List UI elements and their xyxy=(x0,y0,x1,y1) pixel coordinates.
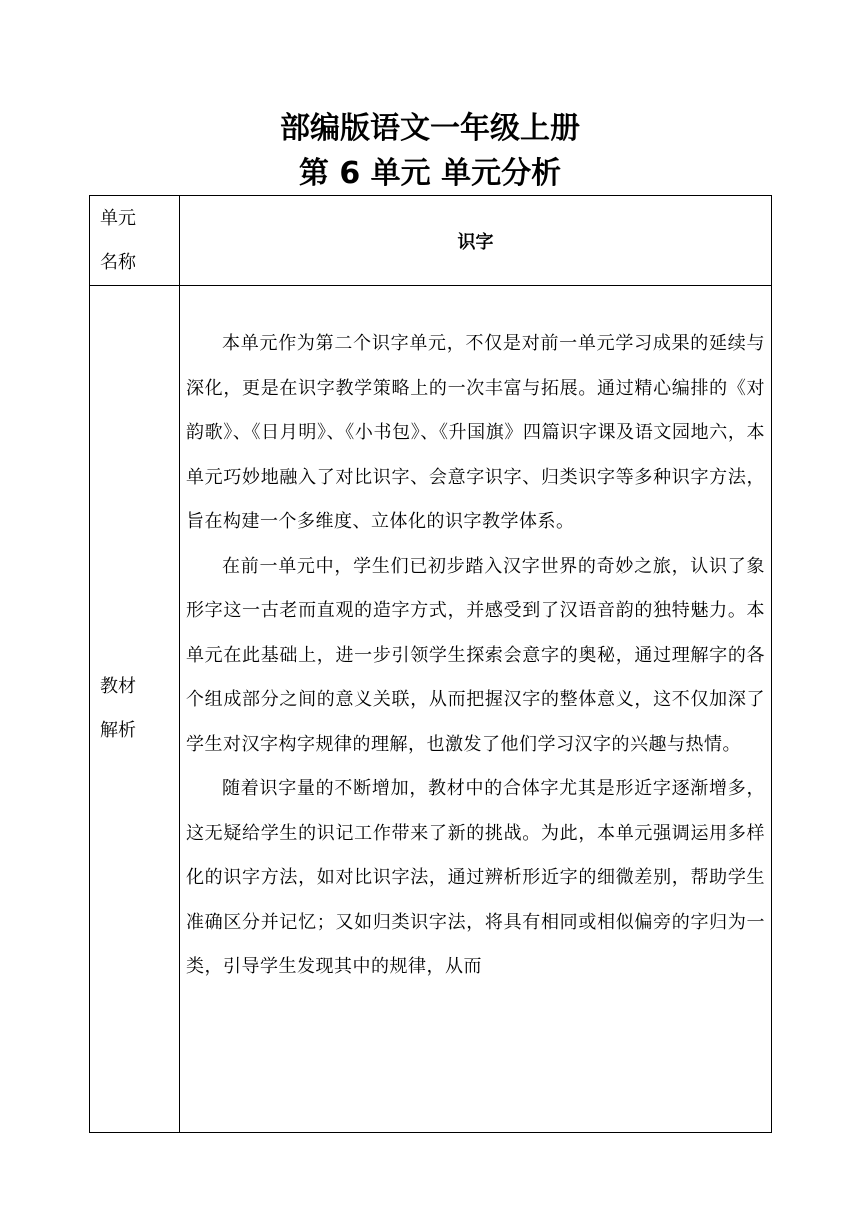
unit-name-value: 识字 xyxy=(180,196,772,286)
unit-name-label: 单元名称 xyxy=(100,207,136,273)
unit-name-label-cell xyxy=(90,196,180,286)
document-subtitle: 第 6 单元 单元分析 xyxy=(298,156,562,191)
analysis-label-cell xyxy=(90,286,180,1133)
analysis-label: 教材解析 xyxy=(100,676,136,741)
analysis-row xyxy=(90,286,772,1133)
analysis-paragraph: 本单元作为第二个识字单元，不仅是对前一单元学习成果的延续与深化，更是在识字教学策略上的一次丰富与拓展。通过精心编排的《对韵歌》、《日月明》、《小书包》、《升国旗》四篇识字课及语文园地六，本单元巧妙地融入了对比识字、会意字识字、归类识字等多种识字方法，旨在构建一个多维度、立体化的识字教学体系。 xyxy=(186,333,765,532)
analysis-content-cell xyxy=(180,286,772,1133)
unit-name-row xyxy=(90,196,772,286)
analysis-paragraph: 随着识字量的不断增加，教材中的合体字尤其是形近字逐渐增多，这无疑给学生的识记工作带来了新的挑战。为此，本单元强调运用多样化的识字方法，如对比识字法，通过辨析形近字的细微差别，帮助学生准确区分并记忆；又如归类识字法，将具有相同或相似偏旁的字归为一类，引导学生发现其中的规律，从而 xyxy=(186,778,765,977)
analysis-content xyxy=(186,322,765,1096)
document-title: 部编版语文一年级上册 xyxy=(280,111,580,146)
unit-analysis-table xyxy=(89,195,772,1133)
analysis-paragraph: 在前一单元中，学生们已初步踏入汉字世界的奇妙之旅，认识了象形字这一古老而直观的造字方式，并感受到了汉语音韵的独特魅力。本单元在此基础上，进一步引领学生探索会意字的奥秘，通过理解字的各个组成部分之间的意义关联，从而把握汉字的整体意义，这不仅加深了学生对汉字构字规律的理解，也激发了他们学习汉字的兴趣与热情。 xyxy=(186,555,765,755)
